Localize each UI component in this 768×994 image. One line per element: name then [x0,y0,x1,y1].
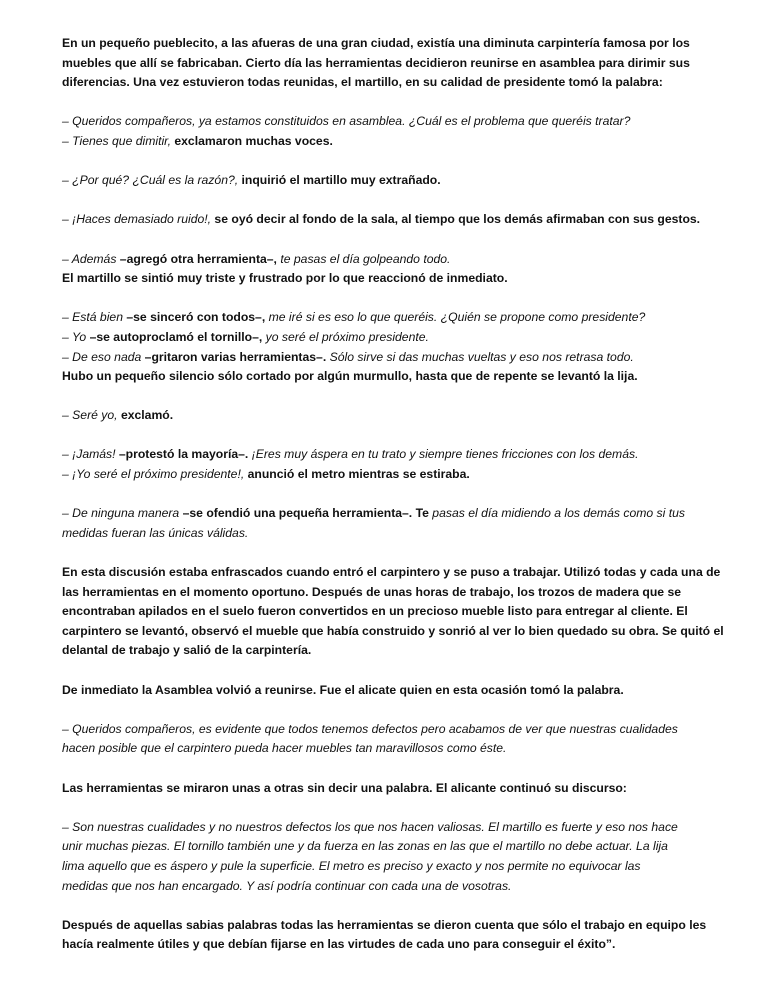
document-page [62,34,724,955]
carpenter-line: las herramientas en el momento oportuno. Después de unas horas de trabajo, los trozos de madera que se [62,584,682,599]
dialog-line: – De ninguna manera –se ofendió una pequeña herramienta–. Te pasas el día midiendo a los demás como si tus [62,506,685,521]
dialog-line: – ¡Yo seré el próximo presidente!, anunció el metro mientras se estiraba. [62,467,470,482]
narration-line: El martillo se sintió muy triste y frustrado por lo que reaccionó de inmediato. [62,271,508,286]
conclusion-line: Después de aquellas sabias palabras todas las herramientas se dieron cuenta que sólo el trabajo en equipo les [62,917,707,932]
dialog-line: – Yo –se autoproclamó el tornillo–, yo seré el próximo presidente. [62,329,429,344]
intro-line: diferencias. Una vez estuvieron todas reunidas, el martillo, en su calidad de presidente tomó la palabra: [62,75,663,90]
alicate-speech-line: – Queridos compañeros, es evidente que todos tenemos defectos pero acabamos de ver que nuestras cualidades [62,721,678,736]
alicate-speech-line: unir muchas piezas. El tornillo también une y da fuerza en las zonas en las que el martillo no debe actuar. La lija [62,839,668,854]
dialog-line: medidas fueran las únicas válidas. [62,525,249,540]
alicate-speech-line: hacen posible que el carpintero pueda hacer muebles tan maravillosos como éste. [62,741,507,756]
dialog-line: – Tienes que dimitir, exclamaron muchas voces. [62,133,333,148]
carpenter-line: delantal de trabajo y salió de la carpintería. [62,643,312,658]
dialog-line: – De eso nada –gritaron varias herramientas–. Sólo sirve si das muchas vueltas y eso nos retrasa todo. [62,349,634,364]
dialog-line: – ¡Haces demasiado ruido!, se oyó decir al fondo de la sala, al tiempo que los demás afirmaban con sus gestos. [62,212,701,227]
dialog-line: – Además –agregó otra herramienta–, te pasas el día golpeando todo. [62,251,451,266]
narration-line: Las herramientas se miraron unas a otras sin decir una palabra. El alicante continuó su discurso: [62,780,627,795]
alicate-speech-line: medidas que nos han encargado. Y así podría continuar con cada una de vosotras. [62,878,512,893]
narration-line: Hubo un pequeño silencio sólo cortado por algún murmullo, hasta que de repente se levantó la lija. [62,369,638,384]
conclusion-line: hacía realmente útiles y que debían fijarse en las virtudes de cada uno para conseguir el éxito”. [62,937,616,952]
carpenter-line: encontraban apilados en el suelo fueron convertidos en un precioso mueble listo para entregar al cliente. El [62,604,688,619]
dialog-line: – Queridos compañeros, ya estamos constituidos en asamblea. ¿Cuál es el problema que queréis tratar? [62,114,631,129]
carpenter-line: En esta discusión estaba enfrascados cuando entró el carpintero y se puso a trabajar. Utilizó todas y cada una de [62,565,721,580]
intro-line: En un pequeño pueblecito, a las afueras de una gran ciudad, existía una diminuta carpintería famosa por los [62,36,690,50]
dialog-line: – ¿Por qué? ¿Cuál es la razón?, inquirió el martillo muy extrañado. [62,173,441,188]
dialog-line: – Seré yo, exclamó. [62,408,174,423]
alicate-speech-line: lima aquello que es áspero y pule la superficie. El metro es preciso y exacto y nos permite no equivocar las [62,858,641,873]
alicate-speech-line: – Son nuestras cualidades y no nuestros defectos los que nos hacen valiosas. El martillo es fuerte y eso nos hace [62,819,678,834]
dialog-line: – Está bien –se sinceró con todos–, me iré si es eso lo que queréis. ¿Quién se propone como presidente? [62,310,646,325]
carpenter-line: carpintero se levantó, observó el mueble que había construido y sonrió al ver lo bien quedado su obra. Se quitó el [62,623,724,638]
intro-line: muebles que allí se fabricaban. Cierto día las herramientas decidieron reunirse en asamblea para dirimir sus [62,55,690,70]
assembly-line: De inmediato la Asamblea volvió a reunirse. Fue el alicate quien en esta ocasión tomó la palabra. [62,682,624,697]
dialog-line: – ¡Jamás! –protestó la mayoría–. ¡Eres muy áspera en tu trato y siempre tienes fricciones con los demás. [62,447,639,462]
